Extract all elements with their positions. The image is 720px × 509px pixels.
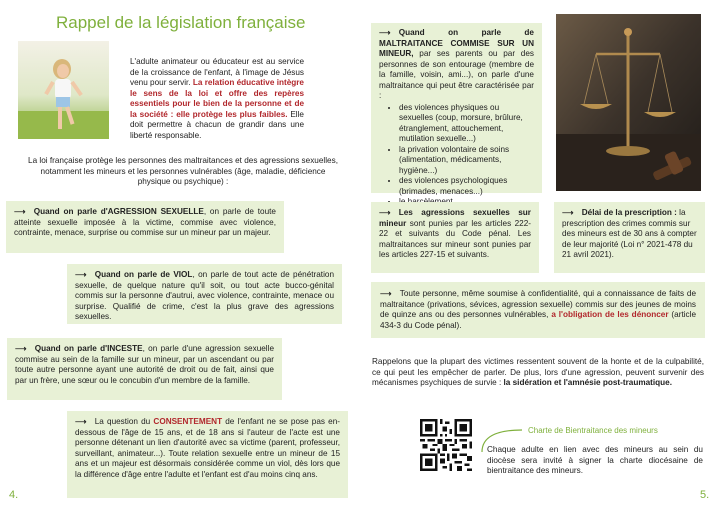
box-heading: Quand on parle d'INCESTE: [34, 344, 143, 353]
child-running-photo: [18, 41, 109, 139]
arrow-icon: ⟶: [380, 289, 392, 298]
box-text-end: (article 434-3 du Code pénal).: [380, 310, 696, 330]
box-viol: [67, 264, 342, 324]
box-heading: Quand on parle de VIOL: [94, 270, 193, 279]
page-number-left: 4.: [9, 489, 19, 501]
list-item: • des violences psychologiques (brimades, menaces...): [399, 176, 534, 197]
box-maltraitance: [371, 23, 542, 196]
maltraitance-list: [379, 103, 534, 208]
box-text: de l'enfant ne se pose pas en-dessous de l'âge de 15 ans, et de 18 ans si l'auteur de l'acte est une personne détenant un lien d'autorité avec sa victime (parent, professeur, surveillant, animateur...). Toute relation sexuelle entre un mineur de 15 ans et un majeur est désormais considérée comme un viol, dès lors que la différence d'âge entre l'adulte et l'enfant est d'au moins cinq ans.: [75, 417, 341, 479]
arrow-icon: ⟶: [75, 417, 87, 426]
intro-text: L'adulte animateur ou éducateur est au service de la croissance de l'enfant, à l'image de Jésus venu pour servir.: [130, 57, 304, 87]
box-heading: CONSENTEMENT: [153, 417, 223, 426]
charte-text: Chaque adulte en lien avec des mineurs au sein du diocèse sera invité à signer la charte diocésaine de bientraitance des mineurs.: [487, 445, 703, 475]
arrow-icon: ⟶: [15, 344, 27, 353]
box-text: la prescription des crimes commis sur des mineurs est de 30 ans à compter de leur majorité (Loi n° 2021-478 du 21 avril 2021).: [562, 208, 697, 259]
box-inceste: [7, 338, 282, 400]
rappel-text: Rappelons que la plupart des victimes ressentent souvent de la honte et de la culpabilité, ce qui peut les empêcher de parler. De plus, lors d'une agression, peuvent survenir des mécanismes psychiques de survie :: [372, 357, 704, 387]
justice-scales-photo: [556, 14, 701, 191]
box-heading: Quand on parle d'AGRESSION SEXUELLE: [33, 207, 204, 216]
box-highlight: a l'obligation de les dénoncer: [551, 310, 669, 319]
page-title: Rappel de la législation française: [56, 13, 306, 32]
box-text: Toute personne, même soumise à confidentialité, qui a connaissance de faits de maltraitance (privations, sévices, agression sexuelle) commis sur des jeunes de moins de quinze ans ou des personnes vulnérables,: [380, 289, 696, 319]
box-heading: Quand on parle de MALTRAITANCE COMMISE SUR UN MINEUR,: [379, 28, 534, 58]
box-text: par ses parents ou par des personnes de son entourage (membre de la famille, voisin, ami...), on parle d'une maltraitance qui peut être caractérisée par :: [379, 49, 534, 100]
rappel-paragraph: [372, 357, 704, 389]
rappel-highlight: la sidération et l'amnésie post-traumatique.: [503, 378, 672, 387]
box-punitions: [371, 202, 539, 273]
arrow-icon: ⟶: [379, 208, 391, 217]
box-text: , on parle de toute atteinte sexuelle imposée à la victime, commise avec violence, contrainte, menace, surprise ou commise sur un mineur par un majeur.: [14, 207, 276, 237]
box-heading: Les agressions sexuelles sur mineur: [379, 208, 531, 228]
box-obligation: [371, 282, 705, 338]
box-text: , on parle d'une agression sexuelle commise au sein de la famille sur un mineur, par un ascendant ou par toute autre personne ayant une autorité de droit ou de fait, ainsi que par un frère, une sœur ou le concubin d'un membre de la famille.: [15, 344, 274, 385]
box-consentement: [67, 411, 348, 498]
arrow-icon: ⟶: [562, 208, 574, 217]
intro-paragraph: [130, 57, 304, 141]
page-number-right: 5.: [700, 489, 710, 501]
box-prescription: [554, 202, 705, 273]
list-item: • la privation volontaire de soins (alimentation, médicaments, hygiène...): [399, 145, 534, 177]
list-item: • des violences physiques ou sexuelles (coup, morsure, brûlure, étranglement, attouchement, mutilation sexuelle...): [399, 103, 534, 145]
qr-code-icon: [420, 419, 472, 471]
arrow-icon: ⟶: [379, 28, 391, 37]
box-text: sont punies par les articles 222-22 et suivants du Code pénal. Les maltraitances sur mineur sont punies par les articles 227-15 et suivants.: [379, 218, 531, 259]
intro-text-end: Elle doit permettre à chacun de grandir dans une liberté responsable.: [130, 109, 304, 140]
charte-link[interactable]: Charte de Bientraitance des mineurs: [528, 426, 658, 435]
law-intro: La loi française protège les personnes des maltraitances et des agressions sexuelles, notamment les mineurs et les personnes vulnérables (âge, maladie, déficience physique ou psychique) :: [28, 156, 338, 186]
intro-highlight: La relation éducative intègre le sens de la loi et offre des repères essentiels pour le bien de la personne et de la société : elle protège les plus faibles.: [130, 78, 304, 119]
arrow-icon: ⟶: [14, 207, 26, 216]
box-text: , on parle de tout acte de pénétration sexuelle, de quelque nature qu'il soit, ou tout acte bucco-génital commis sur la personne d'autrui, avec violence, contrainte, menace ou surprise. Qualifié de crime, c'est la plus grave des agressions sexuelles.: [75, 270, 334, 321]
box-text-pre: La question du: [94, 417, 154, 426]
box-heading: Délai de la prescription :: [581, 208, 677, 217]
arrow-icon: ⟶: [75, 270, 87, 279]
box-agression-sexuelle: [6, 201, 284, 253]
